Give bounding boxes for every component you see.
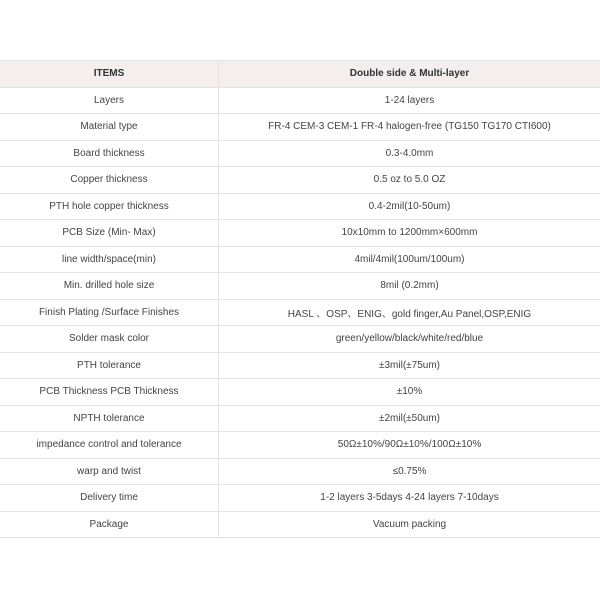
row-item-label: NPTH tolerance [0, 405, 219, 432]
table-row [0, 273, 600, 300]
table-row [0, 379, 600, 406]
row-item-label: Copper thickness [0, 167, 219, 194]
table-row [0, 511, 600, 538]
row-item-value: Vacuum packing [219, 511, 600, 538]
row-item-value: HASL 、OSP、ENIG、gold finger,Au Panel,OSP,ENIG [219, 299, 600, 326]
row-item-value: green/yellow/black/white/red/blue [219, 326, 600, 353]
header-spec: Double side & Multi-layer [219, 61, 600, 88]
row-item-label: Layers [0, 87, 219, 114]
table-row [0, 193, 600, 220]
header-items: ITEMS [0, 61, 219, 88]
row-item-label: Min. drilled hole size [0, 273, 219, 300]
row-item-label: Board thickness [0, 140, 219, 167]
table-row [0, 87, 600, 114]
row-item-label: Finish Plating /Surface Finishes [0, 299, 219, 326]
table-row [0, 352, 600, 379]
table-row [0, 458, 600, 485]
row-item-value: ±3mil(±75um) [219, 352, 600, 379]
row-item-label: warp and twist [0, 458, 219, 485]
row-item-label: Material type [0, 114, 219, 141]
row-item-label: PTH hole copper thickness [0, 193, 219, 220]
row-item-value: 50Ω±10%/90Ω±10%/100Ω±10% [219, 432, 600, 459]
table-body [0, 87, 600, 538]
table-row [0, 432, 600, 459]
row-item-value: 0.4-2mil(10-50um) [219, 193, 600, 220]
row-item-label: line width/space(min) [0, 246, 219, 273]
row-item-value: 8mil (0.2mm) [219, 273, 600, 300]
row-item-value: ±2mil(±50um) [219, 405, 600, 432]
row-item-value: 4mil/4mil(100um/100um) [219, 246, 600, 273]
table-row [0, 485, 600, 512]
table-row [0, 299, 600, 326]
row-item-value: FR-4 CEM-3 CEM-1 FR-4 halogen-free (TG150 TG170 CTI600) [219, 114, 600, 141]
table-row [0, 220, 600, 247]
table-header-row [0, 61, 600, 88]
row-item-value: 1-2 layers 3-5days 4-24 layers 7-10days [219, 485, 600, 512]
row-item-label: Package [0, 511, 219, 538]
row-item-value: 0.5 oz to 5.0 OZ [219, 167, 600, 194]
spec-table [0, 60, 600, 538]
row-item-value: 1-24 layers [219, 87, 600, 114]
row-item-label: impedance control and tolerance [0, 432, 219, 459]
row-item-value: 10x10mm to 1200mm×600mm [219, 220, 600, 247]
table-row [0, 167, 600, 194]
table-row [0, 114, 600, 141]
row-item-value: ±10% [219, 379, 600, 406]
row-item-label: PTH tolerance [0, 352, 219, 379]
row-item-label: PCB Size (Min- Max) [0, 220, 219, 247]
table-row [0, 326, 600, 353]
row-item-label: PCB Thickness PCB Thickness [0, 379, 219, 406]
table-row [0, 405, 600, 432]
row-item-value: 0.3-4.0mm [219, 140, 600, 167]
table-row [0, 246, 600, 273]
table-row [0, 140, 600, 167]
row-item-value: ≤0.75% [219, 458, 600, 485]
row-item-label: Delivery time [0, 485, 219, 512]
row-item-label: Solder mask color [0, 326, 219, 353]
